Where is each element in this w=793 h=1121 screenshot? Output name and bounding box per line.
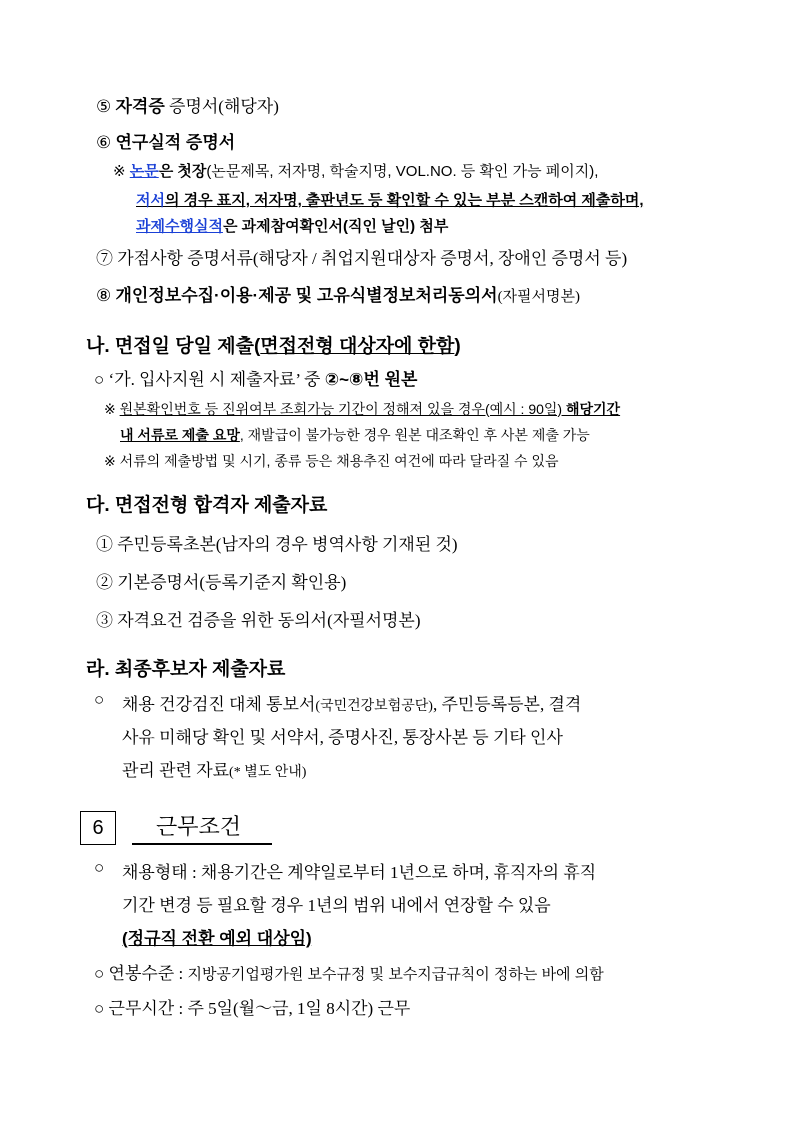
ra-line3-b: (* 별도 안내) bbox=[229, 765, 307, 780]
section-6-number: 6 bbox=[80, 811, 116, 845]
ra-line3-a: 관리 관련 자료 bbox=[122, 761, 230, 780]
note-6-line2 bbox=[136, 189, 644, 210]
na-note1-mark: ※ bbox=[104, 401, 116, 417]
na-note1-d: , 재발급이 불가능한 경우 원본 대조확인 후 사본 제출 가능 bbox=[239, 427, 590, 443]
da-item-3 bbox=[96, 606, 421, 631]
da-item-3-mark: ③ bbox=[96, 611, 113, 630]
na-bullet-text: ‘가. 입사지원 시 제출자료’ 중 bbox=[108, 370, 325, 389]
item-6-mark: ⑥ bbox=[96, 133, 112, 152]
s6-b1-line2: 기간 변경 등 필요할 경우 1년의 범위 내에서 연장할 수 있음 bbox=[122, 896, 551, 915]
item-7 bbox=[96, 244, 716, 269]
na-bullet-mark: ○ bbox=[94, 370, 105, 389]
note-6-paper: 논문 bbox=[129, 163, 159, 180]
note-6-project-detail: 은 과제참여확인서(직인 날인) 첨부 bbox=[222, 218, 449, 235]
s6-b1-line1: 채용형태 : 채용기간은 계약일로부터 1년으로 하며, 휴직자의 휴직 bbox=[122, 863, 597, 882]
na-note1-b: 해당기간 bbox=[565, 401, 621, 417]
na-note2-mark: ※ bbox=[104, 453, 116, 469]
na-note2 bbox=[104, 451, 559, 471]
s6-b2-mark: ○ bbox=[94, 964, 105, 983]
item-7-mark: ⑦ bbox=[96, 249, 113, 268]
item-6 bbox=[96, 128, 235, 153]
da-item-1-text: 주민등록초본(남자의 경우 병역사항 기재된 것) bbox=[117, 535, 458, 554]
ra-line1-c: , 주민등록등본, 결격 bbox=[432, 695, 582, 714]
na-note1-a: 원본확인번호 등 진위여부 조회가능 기간이 정해져 있을 경우(예시 : 90일) bbox=[119, 401, 566, 417]
note-6-line1 bbox=[113, 160, 598, 181]
heading-na bbox=[86, 331, 461, 358]
note-6-paper-detail: (논문제목, 저자명, 학술지명, VOL.NO. 등 확인 가능 페이지), bbox=[206, 163, 599, 180]
note-6-book: 저서 bbox=[136, 192, 165, 209]
na-note1-line1 bbox=[104, 399, 620, 419]
heading-na-c: ) bbox=[454, 336, 461, 357]
s6-b2-label: 연봉수준 : bbox=[108, 964, 188, 983]
s6-b1-line3: (정규직 전환 예외 대상임) bbox=[122, 929, 312, 948]
na-bullet bbox=[94, 365, 417, 390]
da-item-2-text: 기본증명서(등록기준지 확인용) bbox=[117, 573, 347, 592]
ra-line1-b: (국민건강보험공단) bbox=[315, 699, 433, 714]
na-note1-c: 내 서류로 제출 요망 bbox=[120, 427, 240, 443]
ra-line2: 사유 미해당 확인 및 서약서, 증명사진, 통장사본 등 기타 인사 bbox=[122, 728, 563, 747]
heading-ra: 라. 최종후보자 제출자료 bbox=[86, 659, 286, 680]
s6-b3-mark: ○ bbox=[94, 999, 105, 1018]
item-6-bold: 연구실적 증명서 bbox=[115, 133, 236, 152]
item-5-mark: ⑤ bbox=[96, 97, 112, 116]
note-6-line3 bbox=[136, 215, 448, 236]
ra-line3 bbox=[122, 756, 306, 781]
s6-b2 bbox=[94, 959, 604, 984]
note-6-project: 과제수행실적 bbox=[136, 218, 223, 235]
na-note2-text: 서류의 제출방법 및 시기, 종류 등은 채용추진 여건에 따라 달라질 수 있음 bbox=[119, 453, 559, 469]
s6-b1-mark: ○ bbox=[94, 858, 105, 877]
heading-na-b: 면접전형 대상자에 한함 bbox=[260, 336, 455, 357]
na-bullet-bold: ②~⑧번 원본 bbox=[324, 370, 418, 389]
note-6-mark: ※ bbox=[113, 163, 126, 180]
da-item-1-mark: ① bbox=[96, 535, 113, 554]
s6-b3 bbox=[94, 994, 410, 1019]
heading-na-a: 나. 면접일 당일 제출( bbox=[86, 336, 261, 357]
item-8-bold: 개인정보수집·이용·제공 및 고유식별정보처리동의서 bbox=[115, 286, 498, 305]
item-8 bbox=[96, 281, 580, 306]
s6-b3-text: 근무시간 : 주 5일(월～금, 1일 8시간) 근무 bbox=[108, 999, 411, 1018]
note-6-book-detail: 의 경우 표지, 저자명, 출판년도 등 확인할 수 있는 부분 스캔하여 제출하며, bbox=[164, 192, 644, 209]
section-6-title: 근무조건 bbox=[132, 813, 272, 845]
item-5 bbox=[96, 92, 279, 117]
da-item-2 bbox=[96, 568, 346, 593]
s6-b2-text: 지방공기업평가원 보수규정 및 보수지급규칙이 정하는 바에 의함 bbox=[187, 966, 604, 983]
item-5-bold: 자격증 bbox=[115, 97, 165, 116]
item-5-rest: 증명서(해당자) bbox=[164, 97, 279, 116]
item-7-text: 가점사항 증명서류(해당자 / 취업지원대상자 증명서, 장애인 증명서 등) bbox=[117, 249, 628, 268]
ra-bullet-mark: ○ bbox=[94, 690, 105, 709]
ra-line1 bbox=[122, 690, 581, 715]
note-6-firstpage: 은 첫장 bbox=[158, 163, 207, 180]
da-item-1 bbox=[96, 530, 458, 555]
heading-da: 다. 면접전형 합격자 제출자료 bbox=[86, 495, 328, 516]
item-8-mark: ⑧ bbox=[96, 286, 112, 305]
item-8-rest: (자필서명본) bbox=[497, 289, 581, 305]
da-item-3-text: 자격요건 검증을 위한 동의서(자필서명본) bbox=[117, 611, 421, 630]
ra-line1-a: 채용 건강검진 대체 통보서 bbox=[122, 695, 316, 714]
da-item-2-mark: ② bbox=[96, 573, 113, 592]
na-note1-line2 bbox=[120, 425, 590, 445]
